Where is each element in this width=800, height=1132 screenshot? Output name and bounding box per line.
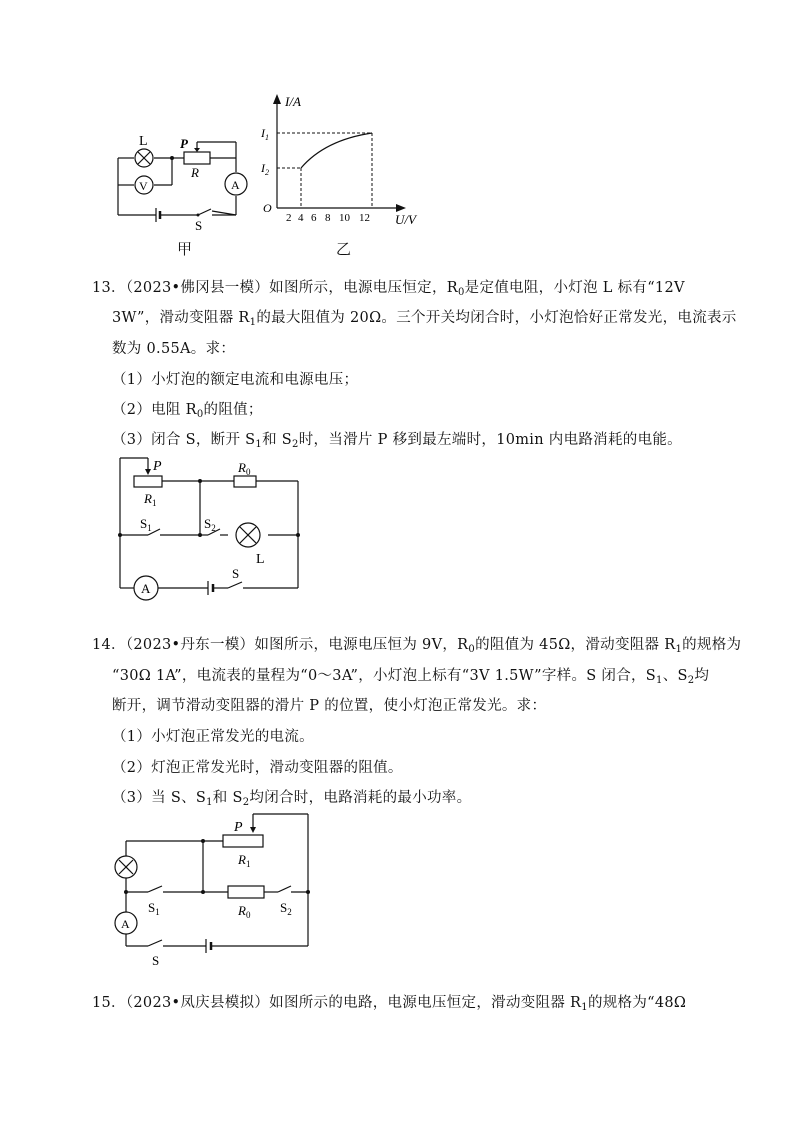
q13-sub-2: （2）电阻 $R_0$的阻值； <box>112 402 263 420</box>
svg-text:R0: $R_0$ <box>238 460 251 477</box>
q14-sub-2: （2）灯泡正常发光时，滑动变阻器的阻值。 <box>112 760 403 776</box>
caption-jia: 甲 <box>177 240 193 258</box>
q13-s-label: S <box>232 566 240 581</box>
q14-s-label: S <box>152 953 160 968</box>
x-axis-label: U/V <box>395 212 416 227</box>
svg-text:R0: $R_0$ <box>238 903 251 920</box>
q14-line-2: “30Ω 1A”，电流表的量程为“0～3A”，小灯泡上标有“3V 1.5W”字样。S 闭合，$S_1$、$S_2$均 <box>112 668 710 686</box>
q13-sub-1: （1）小灯泡的额定电流和电源电压； <box>112 372 359 388</box>
svg-text:R1: $R_1$ <box>238 852 251 869</box>
xtick: 8 <box>325 212 331 224</box>
q13-line-3: 数为 0.55A。求： <box>112 341 236 357</box>
switch-label: S <box>195 218 203 230</box>
q13-p-label: P <box>153 459 162 474</box>
xtick: 2 <box>286 212 292 224</box>
q13-s2-label: S <box>204 516 212 531</box>
q14-p-label: P <box>234 820 243 835</box>
svg-text:S1: $S_1$ <box>148 900 160 917</box>
svg-text:S1: $S_1$ <box>140 516 152 533</box>
voltmeter-label: V <box>139 179 148 193</box>
q13-line-1: 13．（2023•佛冈县一模）如图所示，电源电压恒定，$R_0$是定值电阻，小灯泡 L 标有“12V <box>92 280 685 298</box>
q14-sub-3: （3）当 S、$S_1$和 $S_2$均闭合时，电路消耗的最小功率。 <box>112 790 472 808</box>
ammeter-label: A <box>231 178 240 192</box>
xtick: 12 <box>359 212 370 224</box>
y-axis-label: I/A <box>285 94 301 109</box>
q13-circuit <box>108 448 308 608</box>
i2-label: I <box>261 161 265 175</box>
q13-a-label: A <box>141 581 151 596</box>
q14-sub-1: （1）小灯泡正常发光的电流。 <box>112 729 314 745</box>
xtick: 10 <box>339 212 350 224</box>
xtick: 6 <box>311 212 317 224</box>
svg-text:S2: $S_2$ <box>204 516 216 533</box>
q14-a-label: A <box>121 917 130 931</box>
svg-text:R1: $R_1$ <box>144 491 157 508</box>
q13-l-label: L <box>256 552 265 567</box>
lamp-label: L <box>139 134 148 149</box>
svg-text:S2: $S_2$ <box>280 900 292 917</box>
q14-line-3: 断开，调节滑动变阻器的滑片 P 的位置，使小灯泡正常发光。求： <box>112 698 547 714</box>
xtick: 4 <box>298 212 304 224</box>
i1-label: I <box>261 126 265 140</box>
svg-text:I2: $I_2$ <box>261 161 269 177</box>
slider-label: P <box>180 136 188 151</box>
q14-r0-label: R <box>238 903 246 918</box>
q14-s2-label: S <box>280 900 288 915</box>
q14-r1-label: R <box>238 852 246 867</box>
caption-yi: 乙 <box>336 240 352 258</box>
svg-text:I1: $I_1$ <box>261 126 269 142</box>
q13-r0-label: R <box>238 460 246 475</box>
q13-s1-label: S <box>140 516 148 531</box>
figure-yi-graph <box>255 88 430 228</box>
q14-circuit <box>108 808 348 968</box>
q13-sub-3: （3）闭合 S，断开 $S_1$和 $S_2$时，当滑片 P 移到最左端时，10min 内电路消耗的电能。 <box>112 432 682 450</box>
q14-line-1: 14．（2023•丹东一模）如图所示，电源电压恒为 9V，$R_0$的阻值为 45Ω，滑动变阻器 $R_1$的规格为 <box>92 637 742 655</box>
origin-label: O <box>263 201 272 215</box>
q15-line-1: 15．（2023•凤庆县模拟）如图所示的电路，电源电压恒定，滑动变阻器 $R_1$的规格为“48Ω <box>92 995 687 1013</box>
q13-line-2: 3W”，滑动变阻器 $R_1$的最大阻值为 20Ω。三个开关均闭合时，小灯泡恰好正常发光，电流表示 <box>112 310 737 328</box>
q14-s1-label: S <box>148 900 156 915</box>
rheostat-label: R <box>191 165 199 180</box>
q13-r1-label: R <box>144 491 152 506</box>
figure-jia-circuit <box>100 120 260 230</box>
